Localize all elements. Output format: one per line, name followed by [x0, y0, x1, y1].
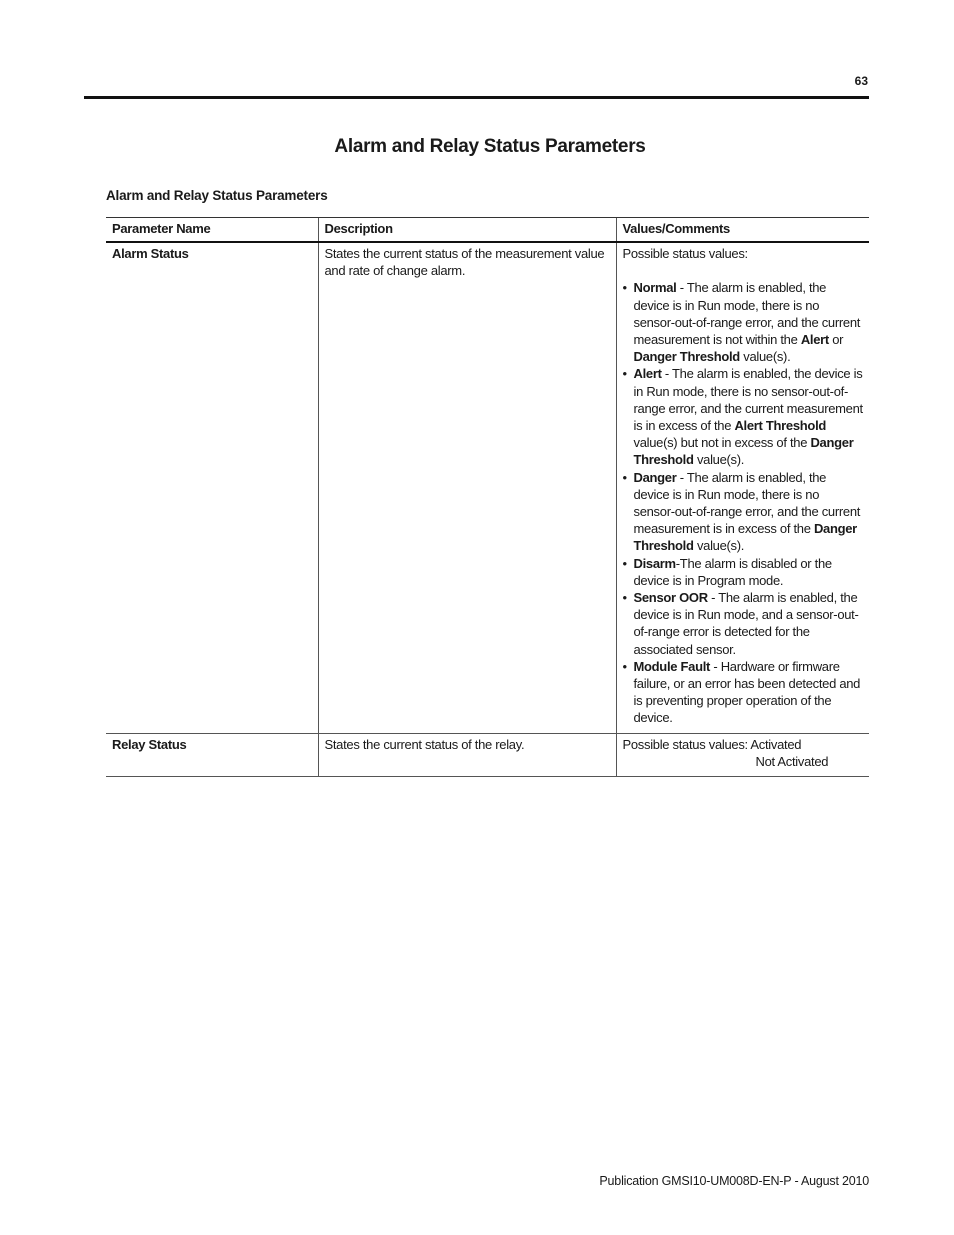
publication-footer: Publication GMSI10-UM008D-EN-P - August 2010 [599, 1174, 869, 1188]
section-title: Alarm and Relay Status Parameters [334, 136, 646, 157]
page-number: 63 [854, 74, 868, 88]
table-row-alarm-status [106, 242, 869, 733]
column-header-parameter-name: Parameter Name [106, 218, 318, 243]
parameter-name: Alarm Status [112, 246, 189, 262]
parameter-description: States the current status of the relay. [318, 733, 616, 776]
status-list [623, 279, 864, 726]
status-item-disarm: • Disarm-The alarm is disabled or the device is in Program mode. [623, 555, 864, 589]
table-header-row [106, 218, 869, 243]
status-item-danger: • Danger - The alarm is enabled, the device is in Run mode, there is no sensor-out-of-range error, and the current measurement is in excess of the Danger Threshold value(s). [623, 469, 864, 555]
parameter-values [616, 242, 869, 733]
table-caption: Alarm and Relay Status Parameters [106, 188, 328, 203]
relay-values-line-1: Possible status values: Activated [622, 736, 802, 752]
status-item-normal: • Normal - The alarm is enabled, the device is in Run mode, there is no sensor-out-of-range error, and the current measurement is not within the Alert or Danger Threshold value(s). [623, 279, 864, 365]
table-row-relay-status [106, 733, 869, 776]
status-item-sensor-oor: • Sensor OOR - The alarm is enabled, the device is in Run mode, and a sensor-out-of-range error is detected for the associated sensor. [623, 589, 864, 658]
parameter-values [616, 733, 869, 776]
column-header-description: Description [318, 218, 616, 243]
parameters-table [106, 217, 869, 777]
status-item-module-fault: • Module Fault - Hardware or firmware failure, or an error has been detected and is preventing proper operation of the device. [623, 658, 864, 727]
relay-values-line-2: Not Activated [755, 753, 829, 769]
parameter-name: Relay Status [112, 736, 187, 752]
values-intro: Possible status values: [622, 246, 748, 262]
header-rule [84, 96, 869, 99]
status-item-alert: • Alert - The alarm is enabled, the device is in Run mode, there is no sensor-out-of-range error, and the current measurement is in excess of the Alert Threshold value(s) but not in excess of the Danger Threshold value(s). [623, 365, 864, 468]
parameter-description: States the current status of the measurement value and rate of change alarm. [318, 242, 616, 733]
column-header-values-comments: Values/Comments [616, 218, 869, 243]
